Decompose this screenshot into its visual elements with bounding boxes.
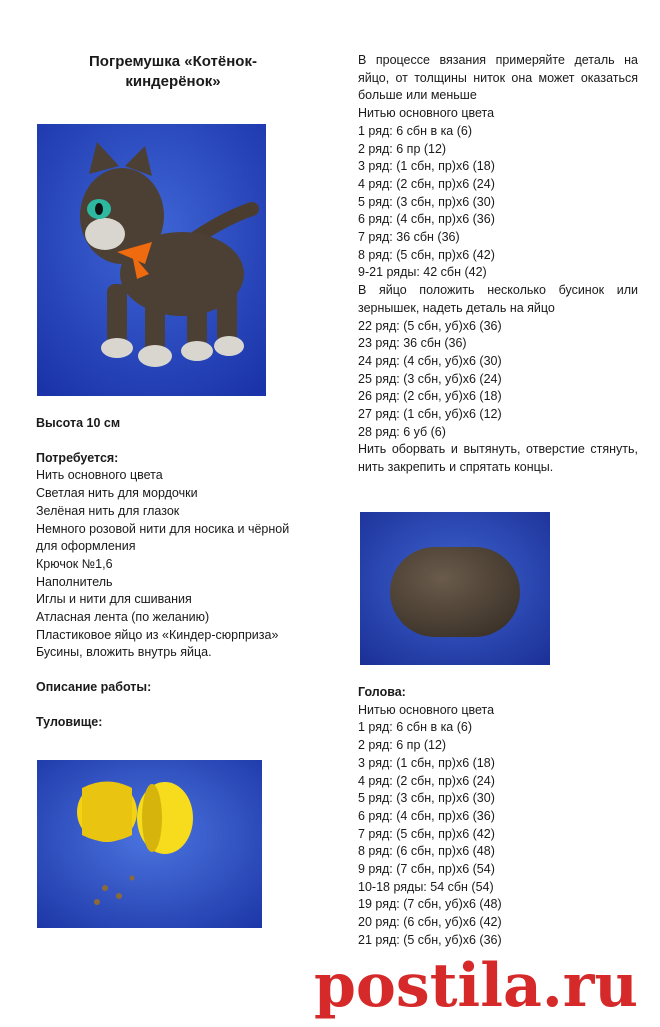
list-item: Бусины, вложить внутрь яйца. — [36, 645, 212, 660]
finish-text: Нить оборвать и вытянуть, отверстие стянуть, нить закрепить и спрятать концы. — [358, 442, 638, 475]
head-section — [358, 684, 638, 950]
list-item: 10-18 ряды: 54 сбн (54) — [358, 879, 494, 894]
list-item: Зелёная нить для глазок — [36, 503, 180, 518]
list-item: Пластиковое яйцо из «Киндер-сюрприза» — [36, 627, 279, 642]
egg-photo — [37, 760, 262, 928]
list-item: Светлая нить для мордочки — [36, 486, 198, 501]
crocheted-egg-photo — [360, 512, 550, 665]
required-heading: Потребуется: — [36, 450, 119, 465]
materials-list — [36, 467, 326, 662]
list-item: 1 ряд: 6 сбн в ка (6) — [358, 720, 473, 735]
page-title: Погремушка «Котёнок- киндерёнок» — [89, 53, 257, 90]
list-item: 24 ряд: (4 сбн, уб)х6 (30) — [358, 353, 502, 368]
list-item: 2 ряд: 6 пр (12) — [358, 141, 447, 156]
right-column — [358, 52, 638, 477]
list-item: 8 ряд: (5 сбн, пр)х6 (42) — [358, 247, 495, 262]
main-color-line: Нитью основного цвета — [358, 106, 495, 121]
height-label: Высота 10 см — [36, 416, 121, 430]
intro-text: В процессе вязания примеряйте деталь на яйцо, от толщины ниток она может оказаться больше или меньше — [358, 53, 638, 103]
list-item: для оформления — [36, 539, 136, 554]
list-item: 2 ряд: 6 пр (12) — [358, 738, 447, 753]
list-item: 5 ряд: (3 сбн, пр)х6 (30) — [358, 194, 495, 209]
list-item: 6 ряд: (4 сбн, пр)х6 (36) — [358, 808, 495, 823]
work-description-heading: Описание работы: — [36, 680, 152, 695]
body-rows-a — [358, 123, 638, 282]
list-item: 9 ряд: (7 сбн, пр)х6 (54) — [358, 862, 495, 877]
list-item: 21 ряд: (5 сбн, уб)х6 (36) — [358, 932, 502, 947]
list-item: 6 ряд: (4 сбн, пр)х6 (36) — [358, 212, 495, 227]
list-item: Атласная лента (по желанию) — [36, 610, 210, 625]
head-heading: Голова: — [358, 685, 406, 699]
body-rows-b — [358, 318, 638, 442]
watermark: postila.ru — [313, 951, 638, 1021]
list-item: Немного розовой нити для носика и чёрной — [36, 521, 290, 536]
list-item: 19 ряд: (7 сбн, уб)х6 (48) — [358, 897, 502, 912]
list-item: 9-21 ряды: 42 сбн (42) — [358, 265, 487, 280]
list-item: 8 ряд: (6 сбн, пр)х6 (48) — [358, 844, 495, 859]
list-item: 5 ряд: (3 сбн, пр)х6 (30) — [358, 791, 495, 806]
list-item: Крючок №1,6 — [36, 556, 113, 571]
list-item: Иглы и нити для сшивания — [36, 592, 192, 607]
list-item: 27 ряд: (1 сбн, уб)х6 (12) — [358, 407, 502, 422]
list-item: Нить основного цвета — [36, 468, 163, 483]
body-heading: Туловище: — [36, 714, 103, 729]
list-item: 22 ряд: (5 сбн, уб)х6 (36) — [358, 318, 502, 333]
head-rows — [358, 719, 638, 949]
left-text — [36, 415, 326, 732]
list-item: 3 ряд: (1 сбн, пр)х6 (18) — [358, 755, 495, 770]
list-item: 23 ряд: 36 сбн (36) — [358, 336, 467, 351]
list-item: 7 ряд: 36 сбн (36) — [358, 230, 460, 245]
list-item: 4 ряд: (2 сбн, пр)х6 (24) — [358, 176, 495, 191]
list-item: 28 ряд: 6 уб (6) — [358, 424, 446, 439]
beads-text: В яйцо положить несколько бусинок или зернышек, надеть деталь на яйцо — [358, 283, 638, 315]
main-color-line: Нитью основного цвета — [358, 702, 495, 717]
left-column — [36, 52, 326, 92]
list-item: 3 ряд: (1 сбн, пр)х6 (18) — [358, 159, 495, 174]
list-item: 25 ряд: (3 сбн, уб)х6 (24) — [358, 371, 502, 386]
list-item: 20 ряд: (6 сбн, уб)х6 (42) — [358, 915, 502, 930]
list-item: 7 ряд: (5 сбн, пр)х6 (42) — [358, 826, 495, 841]
list-item: 26 ряд: (2 сбн, уб)х6 (18) — [358, 389, 502, 404]
kitten-photo — [37, 124, 266, 396]
list-item: Наполнитель — [36, 574, 113, 589]
list-item: 4 ряд: (2 сбн, пр)х6 (24) — [358, 773, 495, 788]
list-item: 1 ряд: 6 сбн в ка (6) — [358, 123, 473, 138]
